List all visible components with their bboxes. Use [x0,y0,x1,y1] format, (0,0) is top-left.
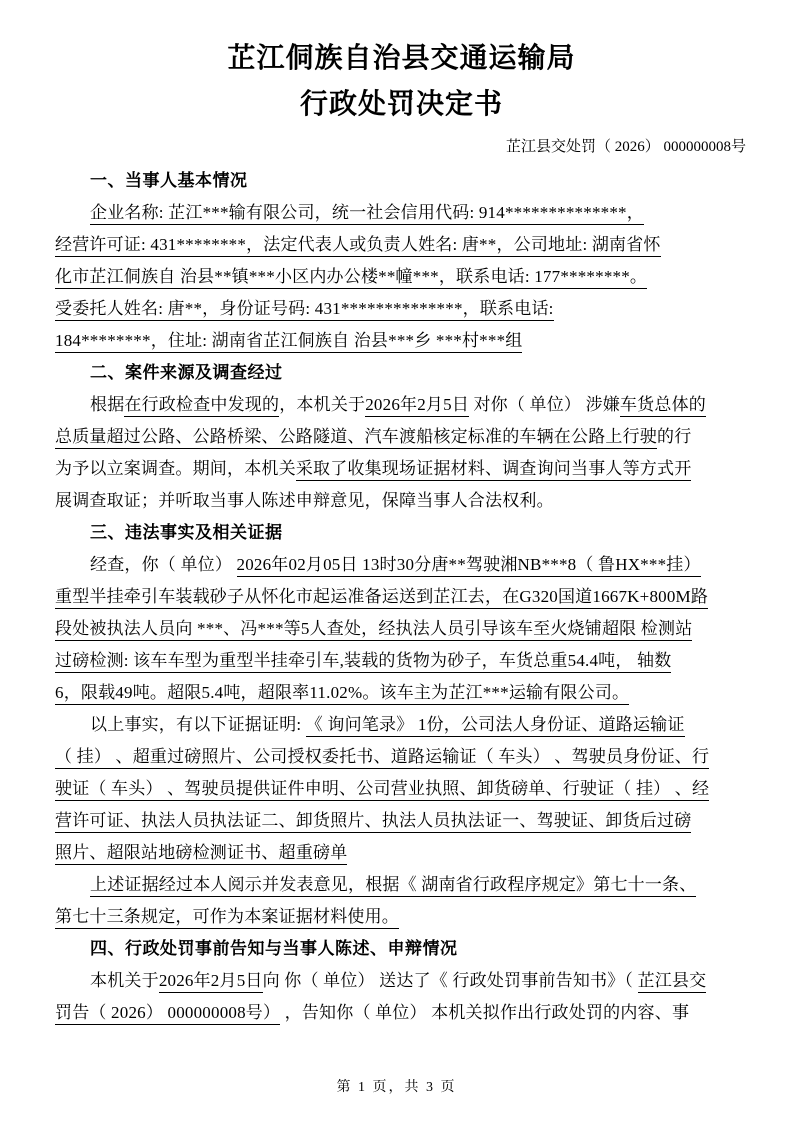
text-line [55,293,748,325]
section-heading: 二、案件来源及调查经过 [90,363,283,382]
underlined-segment: 罚告（ 2026） 000000008号） [55,1003,280,1025]
text-segment: ，告知你（ 单位） 本机关拟作出行政处罚的内容、事 [280,1003,690,1022]
section-heading: 三、违法事实及相关证据 [90,523,283,542]
underlined-segment: 2026年02月05日 13时30分唐**驾驶湘NB***8（ 鲁HX***挂） [237,555,701,577]
text-segment: ，本机关于 [279,395,366,414]
text-line [55,805,748,837]
text-line [55,421,748,453]
underlined-segment: 《 询问笔录》 1份，公司法人身份证、道路运输证 [306,715,685,737]
text-segment: 根据 [90,395,125,414]
text-line [55,869,748,901]
text-line [55,485,748,517]
underlined-segment: 2026年2月5日 [365,395,469,417]
document-body [55,165,748,1029]
text-segment: 展调查取证；并听取当事人陈述申辩意见，保障当事人合法权利。 [55,491,554,510]
text-line [55,549,748,581]
document-subtitle: 行政处罚决定书 [299,88,503,119]
underlined-segment: 段处被执法人员向 ***、冯***等5人查处，经执法人员引导该车至火烧铺超限 检测站 [55,619,692,641]
text-segment: 的行 [657,427,692,446]
underlined-segment: 过磅检测: 该车车型为重型半挂牵引车,装载的货物为砂子，车货总重54.4吨， 轴数 [55,651,671,673]
text-line [55,837,748,869]
text-line [55,197,748,229]
underlined-segment: 芷江县交 [638,971,707,993]
underlined-segment: 2026年2月5日 [159,971,263,993]
text-line [55,741,748,773]
text-line [55,453,748,485]
underlined-segment: 第七十三条规定，可作为本案证据材料使用。 [55,907,399,929]
underlined-segment: 照片、超限站地磅检测证书、超重磅单 [55,843,347,865]
text-line [55,581,748,613]
underlined-segment: 驶证（ 车头） 、驾驶员提供证件申明、公司营业执照、卸货磅单、行驶证（ 挂） 、经 [55,779,709,801]
page-footer: 第 1 页，共 3 页 [336,1080,457,1095]
text-line [55,773,748,805]
document-title: 芷江侗族自治县交通运输局 [227,42,576,73]
text-line [55,325,748,357]
text-segment: 对你（ 单位） 涉嫌 [469,395,620,414]
text-line [55,997,748,1029]
underlined-segment: 总质量超过公路、公路桥梁、公路隧道、汽车渡船核定标准的车辆在公路上行驶 [55,427,657,449]
text-line [55,965,748,997]
text-line [55,261,748,293]
section-heading: 一、当事人基本情况 [90,171,248,190]
underlined-segment: 上述证据经过本人阅示并发表意见，根据《 湖南省行政程序规定》第七十一条、 [90,875,696,897]
underlined-segment: （ 挂） 、超重过磅照片、公司授权委托书、道路运输证（ 车头） 、驾驶员身份证、行 [55,747,709,769]
underlined-segment: 化市芷江侗族自 治县**镇***小区内办公楼**幢***，联系电话: 177********。 [55,267,647,289]
underlined-segment: 营许可证、执法人员执法证二、卸货照片、执法人员执法证一、驾驶证、卸货后过磅 [55,811,691,833]
text-line [55,613,748,645]
underlined-segment: 184********，住址: 湖南省芷江侗族自 治县***乡 ***村***组 [55,331,522,353]
text-line [55,709,748,741]
text-line [55,901,748,933]
document-number: 芷江县交处罚（ 2026） 000000008号 [505,139,746,155]
text-line [55,645,748,677]
underlined-segment: 在行政检查中发现的 [124,395,279,417]
underlined-segment: 6，限载49吨。超限5.4吨，超限率11.02%。该车主为芷江***运输有限公司。 [55,683,629,705]
text-line [55,677,748,709]
text-segment: 本机关于 [90,971,159,990]
text-segment: 经查，你（ 单位） [90,555,237,574]
section-heading: 四、行政处罚事前告知与当事人陈述、申辩情况 [90,939,458,958]
text-line [55,389,748,421]
underlined-segment: 车货总体的 [620,395,706,417]
underlined-segment: 重型半挂牵引车装载砂子从怀化市起运准备运送到芷江去，在G320国道1667K+800M路 [55,587,708,609]
text-segment: 以上事实，有以下证据证明: [90,715,306,734]
underlined-segment: 受委托人姓名: 唐**，身份证号码: 431**************，联系电话: [55,299,554,321]
underlined-segment: 经营许可证: 431********，法定代表人或负责人姓名: 唐**，公司地址: 湖南省怀 [55,235,661,257]
underlined-segment: 采取了收集现场证据材料、调查询问当事人等方式开 [296,459,692,481]
text-segment: 为予以立案调查。期间，本机关 [55,459,296,478]
underlined-segment: 企业名称: 芷江***输有限公司，统一社会信用代码: 914**************， [90,203,644,225]
text-line [55,229,748,261]
text-segment: 向 你（ 单位） 送达了《 行政处罚事前告知书》（ [262,971,638,990]
